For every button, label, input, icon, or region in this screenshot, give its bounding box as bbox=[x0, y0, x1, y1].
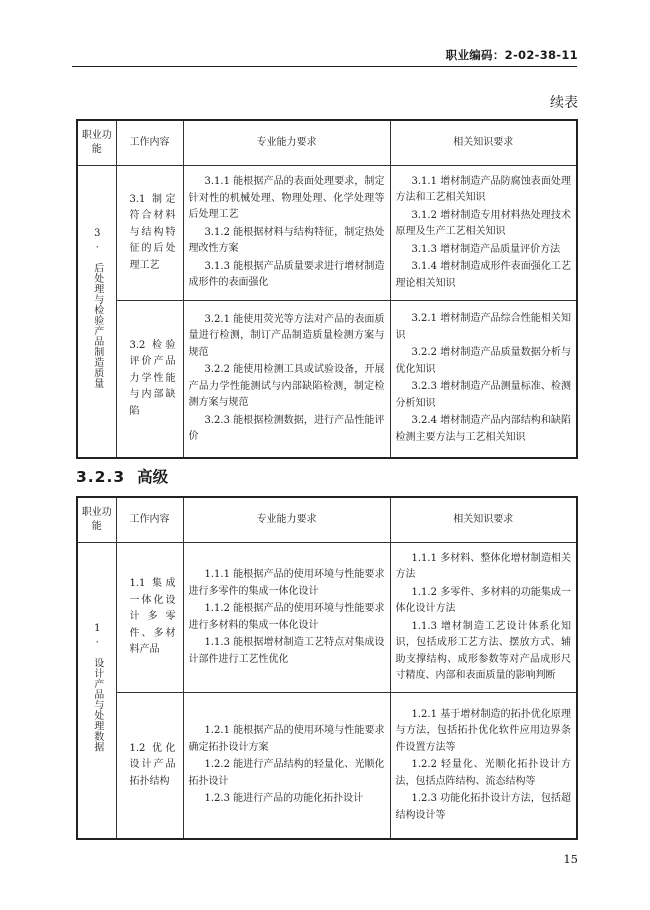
work-content-cell: 3.2 检验评价产品力学性能与内部缺陷 bbox=[116, 301, 183, 458]
knowledge-item: 3.1.2 增材制造专用材料热处理技术原理及生产工艺相关知识 bbox=[395, 209, 571, 238]
function-cell bbox=[77, 166, 116, 458]
knowledge-item: 3.1.4 增材制造成形件表面强化工艺理论相关知识 bbox=[395, 261, 571, 289]
knowledge-item: 1.2.3 功能化拓扑设计方法，包括超结构设计等 bbox=[395, 793, 571, 821]
work-content-cell: 3.1 制定符合材料与结构特征的后处理工艺 bbox=[116, 166, 183, 301]
header-function: 职业功能 bbox=[77, 120, 116, 166]
section-number: 3.2.3 bbox=[76, 468, 126, 486]
knowledge-item: 1.1.2 多零件、多材料的功能集成一体化设计方法 bbox=[395, 586, 571, 614]
knowledge-item: 3.2.2 增材制造产品质量数据分析与优化知识 bbox=[395, 347, 571, 375]
header-knowledge: 相关知识要求 bbox=[390, 120, 577, 166]
knowledge-cell bbox=[390, 301, 577, 458]
header-rule bbox=[72, 66, 577, 67]
knowledge-item: 1.1.3 增材制造工艺设计体系化知识，包括成形工艺方法、摆放方式、辅助支撑结构、成形参数等对产品成形尺寸精度、内部和表面质量的影响判断 bbox=[395, 620, 571, 681]
ability-item: 3.1.3 能根据产品质量要求进行增材制造成形件的表面强化 bbox=[188, 260, 385, 289]
knowledge-cell bbox=[390, 543, 577, 693]
ability-item: 3.1.2 能根据材料与结构特征，制定热处理改性方案 bbox=[188, 226, 385, 255]
header-content: 工作内容 bbox=[116, 120, 183, 166]
knowledge-cell bbox=[390, 166, 577, 301]
ability-cell bbox=[183, 301, 390, 458]
knowledge-item: 1.2.1 基于增材制造的拓扑优化原理与方法，包括拓扑优化软件应用边界条件设置方法等 bbox=[395, 708, 571, 753]
ability-item: 1.2.1 能根据产品的使用环境与性能要求确定拓扑设计方案 bbox=[188, 725, 385, 753]
knowledge-item: 3.2.3 增材制造产品测量标准、检测分析知识 bbox=[395, 381, 571, 409]
table-row bbox=[77, 301, 577, 458]
knowledge-cell bbox=[390, 693, 577, 839]
ability-item: 1.1.2 能根据产品的使用环境与性能要求进行多材料的集成一体化设计 bbox=[188, 603, 385, 631]
header-ability: 专业能力要求 bbox=[183, 120, 390, 166]
knowledge-item: 3.2.4 增材制造产品内部结构和缺陷检测主要方法与工艺相关知识 bbox=[395, 415, 571, 443]
ability-item: 3.2.2 能使用检测工具或试验设备，开展产品力学性能测试与内部缺陷检测，制定检测方案与规范 bbox=[188, 364, 385, 409]
occupation-code: 职业编码：2-02-38-11 bbox=[445, 48, 578, 62]
ability-item: 3.2.3 能根据检测数据，进行产品性能评价 bbox=[188, 414, 385, 443]
page-number: 15 bbox=[563, 852, 578, 866]
knowledge-item: 3.1.1 增材制造产品防腐蚀表面处理方法和工艺相关知识 bbox=[395, 175, 571, 204]
competency-table-continued bbox=[76, 119, 578, 459]
header-knowledge: 相关知识要求 bbox=[390, 497, 577, 543]
knowledge-item: 1.1.1 多材料、整体化增材制造相关方法 bbox=[395, 552, 571, 580]
header-content: 工作内容 bbox=[116, 497, 183, 543]
ability-item: 3.2.1 能使用荧光等方法对产品的表面质量进行检测，制订产品制造质量检测方案与规范 bbox=[188, 313, 385, 358]
ability-item: 1.2.2 能进行产品结构的轻量化、光顺化拓扑设计 bbox=[188, 759, 385, 787]
table-row bbox=[77, 543, 577, 693]
ability-item: 1.2.3 能进行产品的功能化拓扑设计 bbox=[204, 793, 364, 804]
function-cell bbox=[77, 543, 116, 839]
knowledge-item: 1.2.2 轻量化、光顺化拓扑设计方法，包括点阵结构、流态结构等 bbox=[395, 759, 571, 787]
work-content-cell: 1.1 集成一体化设计多零件、多材料产品 bbox=[116, 543, 183, 693]
section-title: 高级 bbox=[137, 468, 169, 486]
function-label: 3. 后处理与检验产品制造质量 bbox=[91, 227, 103, 389]
continued-label: 续表 bbox=[550, 95, 578, 111]
table-row bbox=[77, 693, 577, 839]
table-header-row bbox=[77, 120, 577, 166]
knowledge-item: 3.2.1 增材制造产品综合性能相关知识 bbox=[395, 313, 571, 341]
table-header-row bbox=[77, 497, 577, 543]
section-heading bbox=[76, 465, 168, 487]
header-ability: 专业能力要求 bbox=[183, 497, 390, 543]
work-content-cell: 1.2 优化设计产品拓扑结构 bbox=[116, 693, 183, 839]
ability-item: 1.1.3 能根据增材制造工艺特点对集成设计部件进行工艺性优化 bbox=[188, 637, 385, 665]
table-row bbox=[77, 166, 577, 301]
header-function: 职业功能 bbox=[77, 497, 116, 543]
ability-cell bbox=[183, 166, 390, 301]
ability-cell bbox=[183, 693, 390, 839]
ability-cell bbox=[183, 543, 390, 693]
knowledge-item: 3.1.3 增材制造产品质量评价方法 bbox=[411, 243, 561, 255]
function-label: 1. 设计产品与处理数据 bbox=[91, 622, 103, 752]
ability-item: 1.1.1 能根据产品的使用环境与性能要求进行多零件的集成一体化设计 bbox=[188, 569, 385, 597]
competency-table-advanced bbox=[76, 496, 578, 840]
ability-item: 3.1.1 能根据产品的表面处理要求，制定针对性的机械处理、物理处理、化学处理等后处理工艺 bbox=[188, 176, 385, 221]
